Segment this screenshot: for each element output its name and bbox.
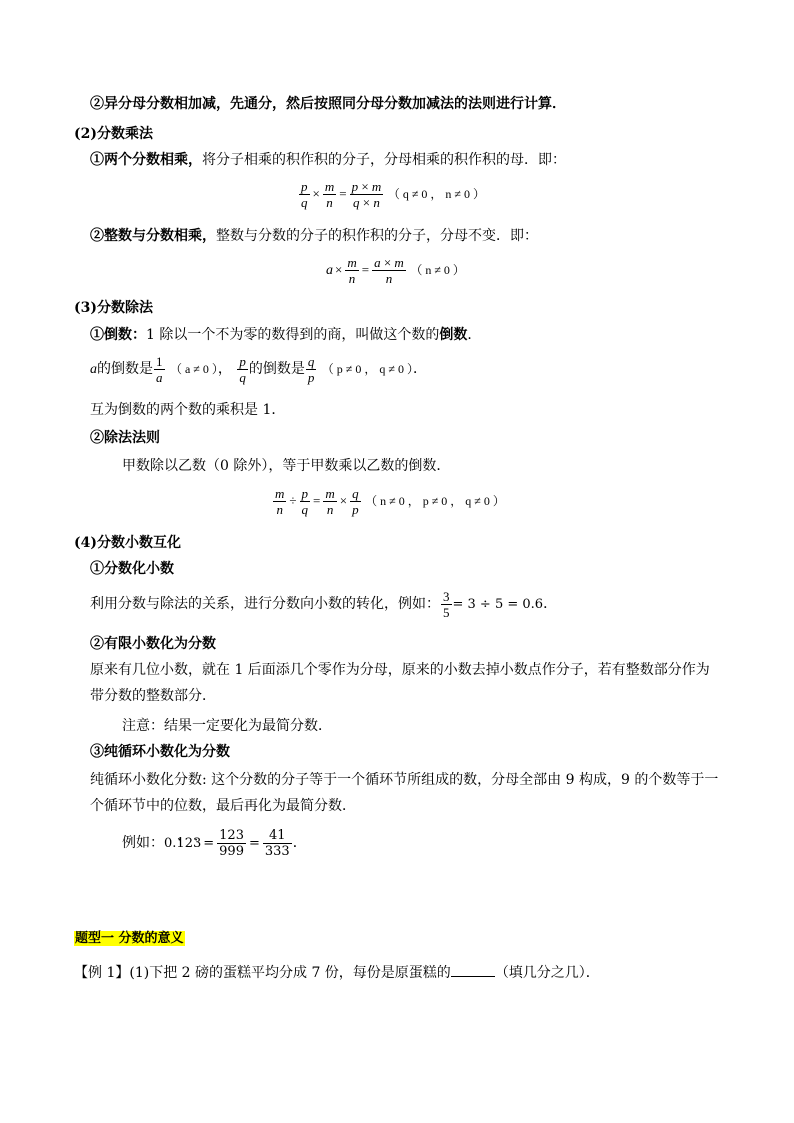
formula-integer-multiply: a × $\frac{m}{n}$ = $\frac{a \times m}{n}$ （ n ≠ 0 ） <box>326 255 465 287</box>
subheading-repeating-decimal: ③纯循环小数化为分数 <box>90 744 230 760</box>
text-line: 个循环节中的位数，最后再化为最简分数． <box>90 798 356 814</box>
note-line: 注意：结果一定要化为最简分数． <box>122 718 332 734</box>
subheading-division-rule: ②除法法则 <box>90 430 160 446</box>
text-line: 纯循环小数化分数: 这个分数的分子等于一个循环节所组成的数，分母全部由 9 构成，9 的个数等于一 <box>90 772 719 788</box>
text-line: 带分数的整数部分． <box>90 688 216 704</box>
heading-multiplication: (2)分数乘法 <box>74 126 153 142</box>
text-line: 原来有几位小数，就在 1 后面添几个零作为分母，原来的小数去掉小数点作分子，若有整数部分作为 <box>90 662 710 678</box>
heading-division: (3)分数除法 <box>74 300 153 316</box>
text-line: ②整数与分数相乘，整数与分数的分子的积作积的分子，分母不变．即： <box>90 228 538 244</box>
text-line: ①两个分数相乘，将分子相乘的积作积的分子，分母相乘的积作积的母．即： <box>90 152 566 168</box>
answer-blank[interactable] <box>451 962 495 977</box>
text-line: ①倒数：1 除以一个不为零的数得到的商，叫做这个数的倒数． <box>90 327 482 343</box>
text-line: 利用分数与除法的关系，进行分数向小数的转化，例如： $\frac{3}{5}$ = 3 ÷ 5 = 0.6． <box>90 588 558 620</box>
heading-fraction-decimal: (4)分数小数互化 <box>74 535 181 551</box>
subheading-fraction-to-decimal: ①分数化小数 <box>90 561 174 577</box>
text-line: 互为倒数的两个数的乘积是 1． <box>90 402 286 418</box>
text-line: 甲数除以乙数（0 除外），等于甲数乘以乙数的倒数． <box>122 458 451 474</box>
example-question: 【例 1】(1)下把 2 磅的蛋糕平均分成 7 份，每份是原蛋糕的 （填几分之几）． <box>74 962 600 983</box>
formula-division: $\frac{m}{n}$ ÷ $\frac{p}{q}$ = $\frac{m}{n}$ × $\frac{q}{p}$ （ n ≠ 0 ， p ≠ 0 ， q ≠ 0 ） <box>275 486 505 518</box>
repeating-decimal-example: 例如：0.· 12· 3 = $\frac{123}{999}$ = $\frac{41}{333}$ ． <box>122 826 307 861</box>
section-title: 题型一 分数的意义 <box>75 931 184 946</box>
reciprocal-examples: a的倒数是 $\frac{1}{a}$ （ a ≠ 0 ）， $\frac{p}{q}$ 的倒数是 $\frac{q}{p}$ （ p ≠ 0 ， q ≠ 0 ）． <box>90 353 427 385</box>
subheading-finite-decimal: ②有限小数化为分数 <box>90 636 216 652</box>
formula-fraction-multiply: $\frac{p}{q}$ × $\frac{m}{n}$ = $\frac{p \times m}{q \times n}$ （ q ≠ 0 ， n ≠ 0 ） <box>301 179 485 211</box>
text-line: ②异分母分数相加减，先通分，然后按照同分母分数加减法的法则进行计算． <box>90 96 566 112</box>
